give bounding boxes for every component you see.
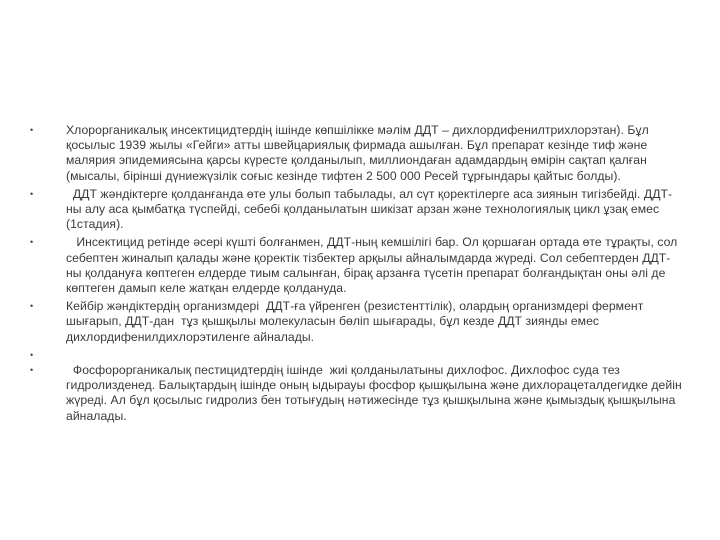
bullet-text: Кейбір жәндіктердің организмдері ДДТ-ға үйренген (резистенттілік), олардың организмдері фермент шығарып, ДДТ-дан тұз қышқылы молекуласын бөліп шығарады, бұл кезде ДДТ зиянды емес дихлордифенилдихлорэтиленге айналады. <box>66 299 647 344</box>
bullet-icon: • <box>30 365 34 376</box>
bullet-text: Инсектицид ретінде әсері күшті болғанмен, ДДТ-ның кемшілігі бар. Ол қоршаған ортада өте тұрақты, сол себептен жиналып қалады және қоректік тізбектер арқылы айналымдарда жүреді. Сол себептерден ДДТ-ны қолдануға көптеген елдерде тиым салынған, бірақ арзанға түсетін препарат болғандықтан оны әлі де көптеген дамып келе жатқан елдерде қолдануда. <box>66 235 681 296</box>
bullet-text: Хлорорганикалық инсектицидтердің ішінде көпшілікке мәлім ДДТ – дихлордифенилтрихлорэтан). Бұл қосылыс 1939 жылы «Гейги» атты швейцариялық фирмада ашылған. Бұл препарат кезінде тиф және малярия эпидемиясына қарсы күресте қолданылып, миллиондаған адамдардың өмірін сақтап қалған (мысалы, бірінші дүниежүзілік соғыс кезінде тифтен 2 500 000 Ресей тұрғындары қайтыс болды). <box>66 123 653 183</box>
bullet-icon: • <box>30 349 34 360</box>
bullet-icon: • <box>30 237 34 248</box>
bullet-item-ddt-toxicity <box>24 187 684 233</box>
bullet-icon: • <box>30 188 34 199</box>
bullet-icon: • <box>30 301 34 312</box>
bullet-item-empty <box>24 348 684 363</box>
bullet-list <box>24 123 684 424</box>
bullet-text: Фосфорорганикалық пестицидтердің ішінде жиі қолданылатыны дихлофос. Дихлофос суда тез гидролизденед. Балықтардың ішінде оның ыдырауы фосфор қышқылына және дихлорацеталдегидке дейін жүреді. Ал бұл қосылыс гидролиз бен тотығудың нәтижесінде тұз қышқылына және қымыздық қышқылына айналады. <box>66 363 686 423</box>
bullet-item-ddt-resistance <box>24 299 684 345</box>
bullet-item-dichlorvos <box>24 363 684 424</box>
bullet-item-ddt-intro <box>24 123 684 184</box>
bullet-text: ДДТ жәндіктерге қолданғанда өте улы болып табылады, ал сүт қоректілерге аса зиянын тигізбейді. ДДТ-ны алу аса қымбатқа түспейді, себебі қолданылатын шикізат арзан және технологиялық цикл ұзақ емес (1стадия). <box>66 186 673 232</box>
bullet-icon: • <box>30 125 34 135</box>
bullet-item-ddt-drawbacks <box>24 235 684 296</box>
